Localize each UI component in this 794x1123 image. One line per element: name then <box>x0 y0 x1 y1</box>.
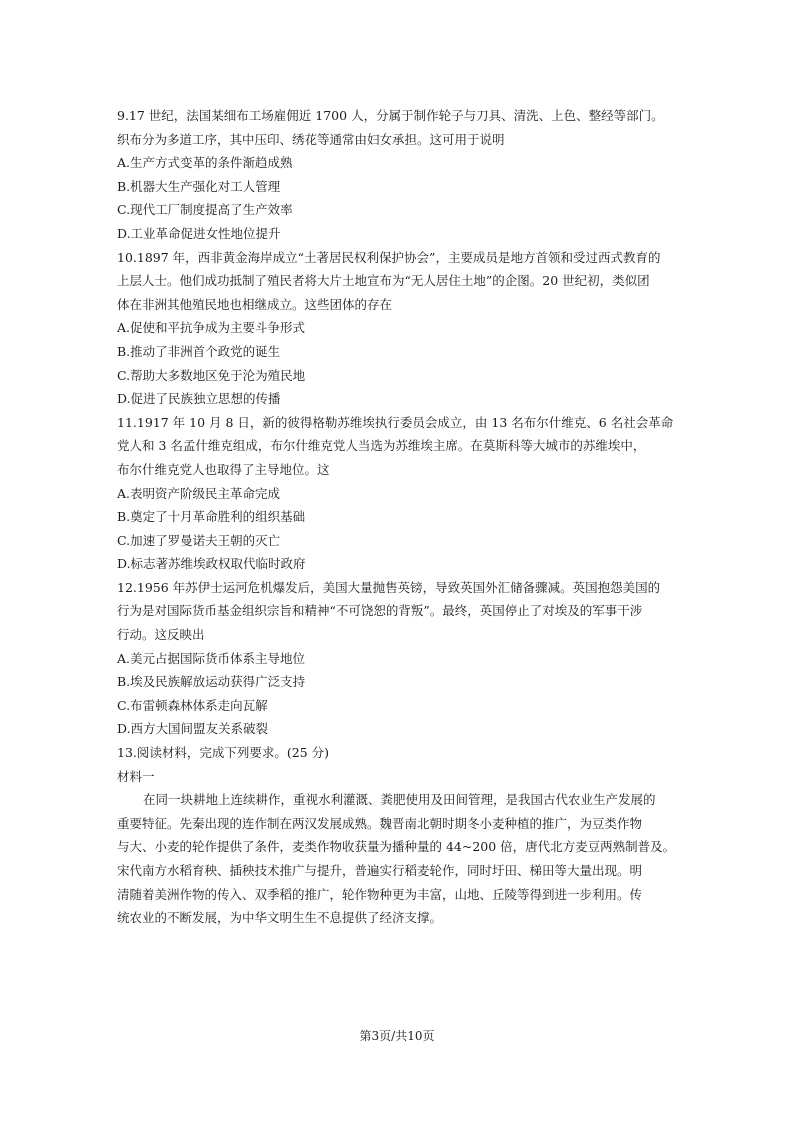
option-c: C.布雷顿森林体系走向瓦解 <box>117 697 268 713</box>
material-paragraph-line: 统农业的不断发展，为中华文明生生不息提供了经济支撑。 <box>117 910 443 926</box>
option-a: A.美元占据国际货币体系主导地位 <box>117 650 306 666</box>
question-stem-line: 10.1897 年，西非黄金海岸成立“土著居民权利保护协会”，主要成员是地方首领和受过西式教育的 <box>117 249 661 265</box>
option-c: C.帮助大多数地区免于沦为殖民地 <box>117 367 306 383</box>
question-heading: 13.阅读材料，完成下列要求。(25 分) <box>117 745 330 761</box>
question-13 <box>117 741 697 930</box>
question-11 <box>117 411 697 576</box>
material-paragraph-line: 宋代南方水稻育秧、插秧技术推广与提升，普遍实行稻麦轮作，同时圩田、梯田等大量出现。明 <box>117 863 643 878</box>
material-label: 材料一 <box>117 768 155 784</box>
option-d: D.促进了民族独立思想的传播 <box>117 391 281 407</box>
question-stem-line: 行为是对国际货币基金组织宗旨和精神“不可饶恕的背叛”。最终，英国停止了对埃及的军事干涉 <box>117 603 643 619</box>
question-stem-line: 12.1956 年苏伊士运河危机爆发后，美国大量抛售英镑，导致英国外汇储备骤减。英国抱怨美国的 <box>117 579 661 595</box>
question-9 <box>117 104 697 246</box>
page-footer <box>0 1028 794 1044</box>
option-a: A.促使和平抗争成为主要斗争形式 <box>117 320 306 336</box>
question-stem-line: 上层人士。他们成功抵制了殖民者将大片土地宣布为“无人居住土地”的企图。20 世纪初，类似团 <box>117 273 650 289</box>
question-12 <box>117 576 697 741</box>
question-stem-line: 党人和 3 名孟什维克组成，布尔什维克党人当选为苏维埃主席。在莫斯科等大城市的苏维埃中， <box>117 438 646 454</box>
option-d: D.西方大国间盟友关系破裂 <box>117 721 269 737</box>
page-number: 第3页/共10页 <box>359 1029 435 1043</box>
question-stem-line: 织布分为多道工序，其中压印、绣花等通常由妇女承担。这可用于说明 <box>117 131 505 147</box>
option-c: C.现代工厂制度提高了生产效率 <box>117 202 293 218</box>
question-stem-line: 行动。这反映出 <box>117 627 205 643</box>
page-content <box>117 104 697 930</box>
material-paragraph-line: 重要特征。先秦出现的连作制在两汉发展成熟。魏晋南北朝时期冬小麦种植的推广，为豆类作物 <box>117 815 643 831</box>
material-paragraph-line: 在同一块耕地上连续耕作，重视水利灌溉、粪肥使用及田间管理，是我国古代农业生产发展的 <box>143 792 656 808</box>
option-b: B.推动了非洲首个政党的诞生 <box>117 343 281 359</box>
option-a: A.表明资产阶级民主革命完成 <box>117 485 281 501</box>
question-stem-line: 11.1917 年 10 月 8 日，新的彼得格勒苏维埃执行委员会成立，由 13 名布尔什维克、6 名社会革命 <box>117 414 674 430</box>
option-b: B.埃及民族解放运动获得广泛支持 <box>117 674 306 690</box>
material-paragraph-line: 清随着美洲作物的传入、双季稻的推广，轮作物种更为丰富，山地、丘陵等得到进一步利用。传 <box>117 886 643 902</box>
material-paragraph-line: 与大、小麦的轮作提供了条件，麦类作物收获量为播种量的 44~200 倍，唐代北方麦豆两熟制普及。 <box>117 839 676 855</box>
question-stem-line: 体在非洲其他殖民地也相继成立。这些团体的存在 <box>117 296 393 312</box>
option-c: C.加速了罗曼诺夫王朝的灭亡 <box>117 532 281 548</box>
question-stem-line: 布尔什维克党人也取得了主导地位。这 <box>117 461 330 477</box>
option-d: D.标志著苏维埃政权取代临时政府 <box>117 556 306 572</box>
option-b: B.机器大生产强化对工人管理 <box>117 178 281 194</box>
question-stem-line: 9.17 世纪，法国某细布工场雇佣近 1700 人，分属于制作轮子与刀具、清洗、上色、整经等部门。 <box>117 108 664 123</box>
option-b: B.奠定了十月革命胜利的组织基础 <box>117 509 306 525</box>
option-d: D.工业革命促进女性地位提升 <box>117 225 281 241</box>
option-a: A.生产方式变革的条件渐趋成熟 <box>117 155 293 171</box>
question-10 <box>117 246 697 411</box>
